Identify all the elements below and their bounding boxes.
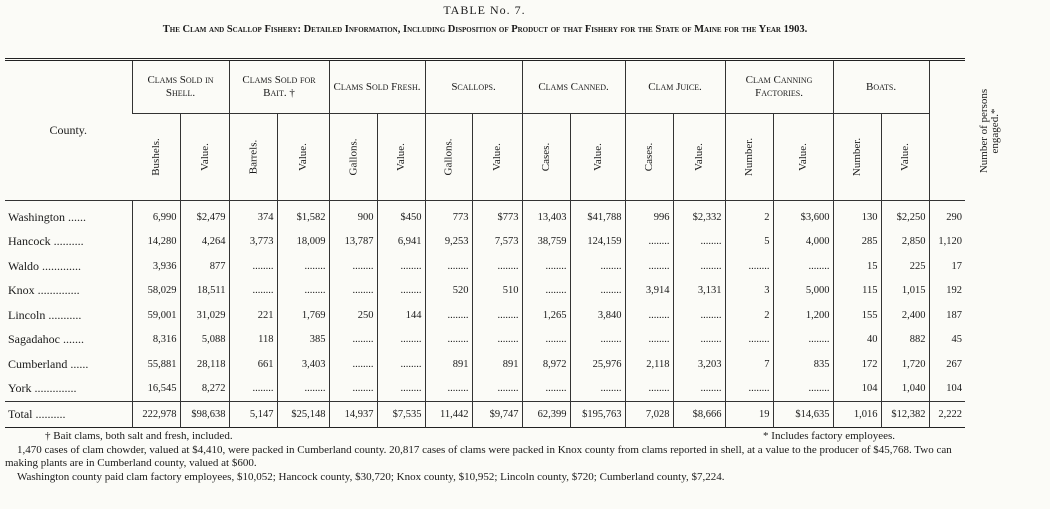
county-cell: Cumberland ...... xyxy=(8,356,89,371)
value-cell: $8,666 xyxy=(673,402,725,428)
value-cell: ........ xyxy=(377,279,425,304)
value-cell: 3,840 xyxy=(570,303,625,328)
value-cell: 2 xyxy=(725,303,773,328)
value-cell: ........ xyxy=(329,254,377,279)
group-header: Clams Canned. xyxy=(522,60,625,114)
value-cell: $2,479 xyxy=(180,201,229,230)
value-cell: $1,582 xyxy=(277,201,329,230)
value-cell: 877 xyxy=(180,254,229,279)
value-cell: 38,759 xyxy=(522,230,570,255)
value-cell: 8,316 xyxy=(132,328,180,353)
value-cell: ........ xyxy=(522,254,570,279)
table-row xyxy=(5,352,965,377)
value-cell: 55,881 xyxy=(132,352,180,377)
value-cell: $14,635 xyxy=(773,402,833,428)
value-cell: 285 xyxy=(833,230,881,255)
value-cell: 374 xyxy=(229,201,277,230)
value-cell: 5,147 xyxy=(229,402,277,428)
value-cell: $450 xyxy=(377,201,425,230)
value-cell: 221 xyxy=(229,303,277,328)
value-cell: ........ xyxy=(773,254,833,279)
value-cell: ........ xyxy=(570,279,625,304)
value-cell: 124,159 xyxy=(570,230,625,255)
value-cell: 3,131 xyxy=(673,279,725,304)
value-cell: 5 xyxy=(725,230,773,255)
value-cell: ........ xyxy=(229,377,277,402)
value-cell: $12,382 xyxy=(881,402,929,428)
value-cell: ........ xyxy=(277,254,329,279)
value-cell: ........ xyxy=(725,328,773,353)
value-cell: ........ xyxy=(425,377,472,402)
sub-header: Value. xyxy=(773,114,833,201)
value-cell: 7 xyxy=(725,352,773,377)
value-cell: 7,573 xyxy=(472,230,522,255)
value-cell: ........ xyxy=(725,377,773,402)
value-cell: 2,222 xyxy=(929,402,965,428)
county-cell: Knox .............. xyxy=(8,283,80,298)
value-cell: 9,253 xyxy=(425,230,472,255)
factory-footnote: * Includes factory employees. xyxy=(763,430,895,442)
value-cell: 7,028 xyxy=(625,402,673,428)
table-subtitle: The Clam and Scallop Fishery: Detailed Information, Including Disposition of Product of that Fishery for the State of Maine for the Year 1903. xyxy=(162,24,808,35)
total-row xyxy=(5,402,965,428)
value-cell: ........ xyxy=(625,328,673,353)
value-cell: ........ xyxy=(377,377,425,402)
value-cell: $7,535 xyxy=(377,402,425,428)
county-cell: Lincoln ........... xyxy=(8,307,82,322)
group-header: Clams Sold in Shell. xyxy=(132,60,229,114)
sub-header: Value. xyxy=(277,114,329,201)
value-cell: ........ xyxy=(570,328,625,353)
county-header: County. xyxy=(5,60,132,201)
value-cell: 225 xyxy=(881,254,929,279)
value-cell: ........ xyxy=(229,254,277,279)
sub-header: Value. xyxy=(673,114,725,201)
value-cell: ........ xyxy=(522,328,570,353)
sub-header: Cases. xyxy=(625,114,673,201)
county-cell: Sagadahoc ....... xyxy=(8,332,84,347)
bait-footnote: † Bait clams, both salt and fresh, included. xyxy=(45,430,233,442)
value-cell: ........ xyxy=(625,377,673,402)
value-cell: 13,403 xyxy=(522,201,570,230)
group-header: Scallops. xyxy=(425,60,522,114)
sub-header: Value. xyxy=(570,114,625,201)
value-cell: 1,120 xyxy=(929,230,965,255)
value-cell: 510 xyxy=(472,279,522,304)
value-cell: 2 xyxy=(725,201,773,230)
value-cell: ........ xyxy=(673,328,725,353)
clam-scallop-table xyxy=(5,58,1001,428)
value-cell: 1,040 xyxy=(881,377,929,402)
value-cell: 3 xyxy=(725,279,773,304)
value-cell: ........ xyxy=(329,377,377,402)
value-cell: 5,088 xyxy=(180,328,229,353)
value-cell: 3,403 xyxy=(277,352,329,377)
value-cell: 11,442 xyxy=(425,402,472,428)
value-cell: 115 xyxy=(833,279,881,304)
value-cell: ........ xyxy=(522,279,570,304)
value-cell: 130 xyxy=(833,201,881,230)
value-cell: $195,763 xyxy=(570,402,625,428)
table-row xyxy=(5,377,965,402)
value-cell: 773 xyxy=(425,201,472,230)
value-cell: ........ xyxy=(773,377,833,402)
value-cell: 1,016 xyxy=(833,402,881,428)
value-cell: 267 xyxy=(929,352,965,377)
table-row xyxy=(5,201,965,230)
sub-header: Bushels. xyxy=(132,114,180,201)
value-cell: 1,265 xyxy=(522,303,570,328)
value-cell: $2,332 xyxy=(673,201,725,230)
value-cell: ........ xyxy=(277,377,329,402)
value-cell: 3,914 xyxy=(625,279,673,304)
value-cell: 14,280 xyxy=(132,230,180,255)
value-cell: 18,009 xyxy=(277,230,329,255)
value-cell: $2,250 xyxy=(881,201,929,230)
value-cell: 45 xyxy=(929,328,965,353)
value-cell: ........ xyxy=(625,303,673,328)
value-cell: 104 xyxy=(833,377,881,402)
sub-header: Value. xyxy=(180,114,229,201)
value-cell: 3,203 xyxy=(673,352,725,377)
value-cell: ........ xyxy=(229,279,277,304)
value-cell: ........ xyxy=(329,328,377,353)
sub-header: Number. xyxy=(725,114,773,201)
county-cell: Hancock .......... xyxy=(8,234,84,249)
group-header: Clam Juice. xyxy=(625,60,725,114)
value-cell: ........ xyxy=(377,352,425,377)
value-cell: ........ xyxy=(773,328,833,353)
value-cell: 155 xyxy=(833,303,881,328)
value-cell: 1,720 xyxy=(881,352,929,377)
sub-header: Barrels. xyxy=(229,114,277,201)
value-cell: 996 xyxy=(625,201,673,230)
value-cell: 6,941 xyxy=(377,230,425,255)
table-row xyxy=(5,279,965,304)
value-cell: $98,638 xyxy=(180,402,229,428)
table-title: TABLE No. 7. xyxy=(443,3,526,17)
value-cell: 187 xyxy=(929,303,965,328)
value-cell: ........ xyxy=(472,254,522,279)
value-cell: 8,972 xyxy=(522,352,570,377)
value-cell: $41,788 xyxy=(570,201,625,230)
value-cell: 13,787 xyxy=(329,230,377,255)
sub-header: Cases. xyxy=(522,114,570,201)
table-row xyxy=(5,328,965,353)
value-cell: 59,001 xyxy=(132,303,180,328)
value-cell: $3,600 xyxy=(773,201,833,230)
value-cell: 2,118 xyxy=(625,352,673,377)
value-cell: ........ xyxy=(329,279,377,304)
group-header: Clams Sold for Bait. † xyxy=(229,60,329,114)
value-cell: ........ xyxy=(625,230,673,255)
value-cell: 1,015 xyxy=(881,279,929,304)
value-cell: ........ xyxy=(277,279,329,304)
value-cell: 250 xyxy=(329,303,377,328)
table-row xyxy=(5,230,965,255)
note-paragraph: Washington county paid clam factory employees, $10,052; Hancock county, $30,720; Knox county, $10,952; Lincoln county, $720; Cumberland county, $7,224. xyxy=(17,470,725,483)
value-cell: 661 xyxy=(229,352,277,377)
value-cell: 2,400 xyxy=(881,303,929,328)
value-cell: 40 xyxy=(833,328,881,353)
value-cell: 6,990 xyxy=(132,201,180,230)
persons-header: Number of persons engaged.* xyxy=(929,60,965,201)
value-cell: 891 xyxy=(425,352,472,377)
value-cell: $9,747 xyxy=(472,402,522,428)
value-cell: ........ xyxy=(725,254,773,279)
footnotes xyxy=(5,430,965,484)
value-cell: 4,000 xyxy=(773,230,833,255)
value-cell: ........ xyxy=(377,328,425,353)
value-cell: 1,769 xyxy=(277,303,329,328)
value-cell: 222,978 xyxy=(132,402,180,428)
value-cell: 882 xyxy=(881,328,929,353)
table-row xyxy=(5,303,965,328)
note-paragraph: 1,470 cases of clam chowder, valued at $4,410, were packed in Cumberland county. 20,817 cases of clams were packed in Knox county from clams reported in shell, at a value to the producer of $45,768. Two can making plants are in Cumberland county, valued at $600. xyxy=(5,443,952,469)
sub-header: Number. xyxy=(833,114,881,201)
sub-header: Value. xyxy=(377,114,425,201)
value-cell: 900 xyxy=(329,201,377,230)
value-cell: 172 xyxy=(833,352,881,377)
value-cell: 118 xyxy=(229,328,277,353)
value-cell: ........ xyxy=(570,377,625,402)
value-cell: 15 xyxy=(833,254,881,279)
value-cell: 4,264 xyxy=(180,230,229,255)
value-cell: 28,118 xyxy=(180,352,229,377)
value-cell: 192 xyxy=(929,279,965,304)
county-cell: York .............. xyxy=(8,381,77,396)
value-cell: 62,399 xyxy=(522,402,570,428)
value-cell: 835 xyxy=(773,352,833,377)
value-cell: 144 xyxy=(377,303,425,328)
value-cell: 3,773 xyxy=(229,230,277,255)
value-cell: 25,976 xyxy=(570,352,625,377)
value-cell: 104 xyxy=(929,377,965,402)
group-header: Boats. xyxy=(833,60,929,114)
value-cell: 31,029 xyxy=(180,303,229,328)
table-row xyxy=(5,254,965,279)
value-cell: 891 xyxy=(472,352,522,377)
county-cell: Total .......... xyxy=(5,402,132,428)
value-cell: 17 xyxy=(929,254,965,279)
value-cell: $25,148 xyxy=(277,402,329,428)
value-cell: ........ xyxy=(673,230,725,255)
value-cell: 3,936 xyxy=(132,254,180,279)
value-cell: ........ xyxy=(673,303,725,328)
value-cell: 5,000 xyxy=(773,279,833,304)
value-cell: 19 xyxy=(725,402,773,428)
value-cell: 16,545 xyxy=(132,377,180,402)
value-cell: ........ xyxy=(522,377,570,402)
value-cell: 520 xyxy=(425,279,472,304)
county-cell: Washington ...... xyxy=(8,209,87,224)
county-cell: Waldo ............. xyxy=(8,258,82,273)
value-cell: ........ xyxy=(472,303,522,328)
value-cell: ........ xyxy=(425,328,472,353)
value-cell: 18,511 xyxy=(180,279,229,304)
value-cell: ........ xyxy=(377,254,425,279)
value-cell: 2,850 xyxy=(881,230,929,255)
value-cell: ........ xyxy=(625,254,673,279)
value-cell: ........ xyxy=(673,254,725,279)
value-cell: 1,200 xyxy=(773,303,833,328)
sub-header: Value. xyxy=(472,114,522,201)
value-cell: ........ xyxy=(425,303,472,328)
sub-header: Gallons. xyxy=(329,114,377,201)
value-cell: ........ xyxy=(673,377,725,402)
value-cell: ........ xyxy=(472,377,522,402)
group-header: Clams Sold Fresh. xyxy=(329,60,425,114)
sub-header: Value. xyxy=(881,114,929,201)
group-header: Clam Canning Factories. xyxy=(725,60,833,114)
value-cell: 290 xyxy=(929,201,965,230)
value-cell: ........ xyxy=(329,352,377,377)
value-cell: $773 xyxy=(472,201,522,230)
value-cell: 58,029 xyxy=(132,279,180,304)
value-cell: ........ xyxy=(472,328,522,353)
value-cell: ........ xyxy=(425,254,472,279)
value-cell: 385 xyxy=(277,328,329,353)
value-cell: ........ xyxy=(570,254,625,279)
sub-header: Gallons. xyxy=(425,114,472,201)
value-cell: 8,272 xyxy=(180,377,229,402)
value-cell: 14,937 xyxy=(329,402,377,428)
